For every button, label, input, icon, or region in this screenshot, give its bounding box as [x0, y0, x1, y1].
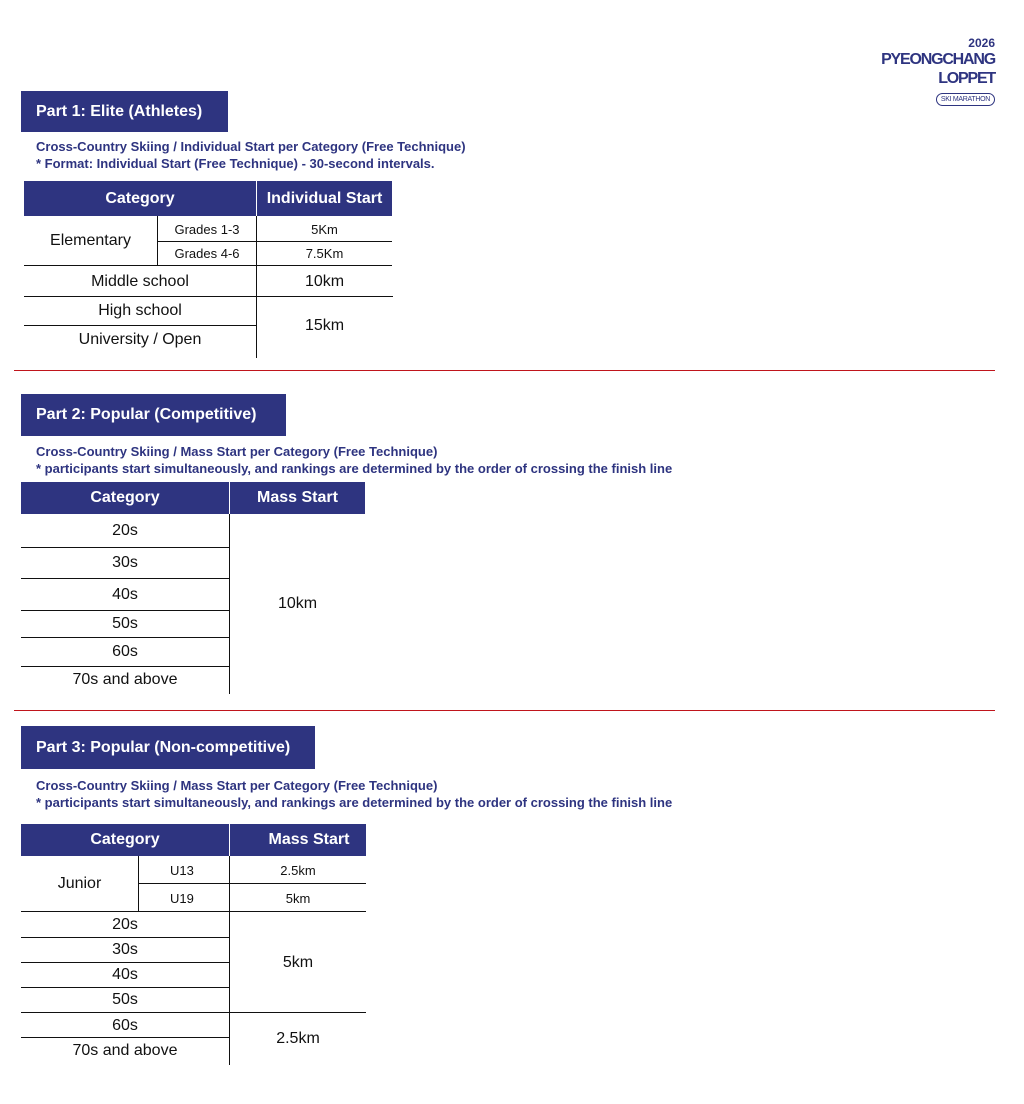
part3-desc-line1: Cross-Country Skiing / Mass Start per Category (Free Technique)	[36, 778, 438, 793]
part3-distance-60s-up: 2.5km	[276, 1029, 320, 1047]
part2-desc-line2: * participants start simultaneously, and rankings are determined by the order of crossing the finish line	[36, 461, 673, 476]
grid-line	[256, 216, 257, 358]
grid-line	[229, 514, 230, 694]
part1-category-high-school: High school	[98, 302, 182, 319]
grid-line	[158, 241, 392, 242]
grid-line	[139, 883, 366, 884]
part1-header-distance: Individual Start	[257, 181, 392, 216]
grid-line	[21, 578, 229, 579]
part3-distance-20s-50s: 5km	[282, 953, 314, 971]
grid-line	[21, 1037, 229, 1038]
part1-distance-grades-4-6: 7.5Km	[305, 246, 344, 261]
part2-category-70s-above: 70s and above	[72, 671, 178, 688]
part2-category-40s: 40s	[112, 585, 138, 603]
grid-line	[21, 610, 229, 611]
section-divider	[14, 710, 995, 711]
logo-line1: PYEONGCHANG	[881, 51, 995, 68]
grid-line	[21, 666, 229, 667]
part2-desc-line1: Cross-Country Skiing / Mass Start per Category (Free Technique)	[36, 444, 438, 459]
part1-sub-grades-1-3: Grades 1-3	[174, 221, 240, 237]
grid-line	[21, 637, 229, 638]
part3-desc-line2: * participants start simultaneously, and rankings are determined by the order of crossing the finish line	[36, 795, 673, 810]
part3-distance-u19: 5km	[285, 890, 311, 906]
part3-group-junior: Junior	[57, 875, 102, 892]
grid-line	[229, 856, 230, 1065]
grid-line	[21, 1012, 366, 1013]
part2-category-50s: 50s	[112, 615, 138, 632]
part3-category-60s: 60s	[112, 1017, 138, 1034]
grid-line	[21, 987, 229, 988]
part3-category-20s: 20s	[112, 916, 138, 933]
grid-line	[21, 962, 229, 963]
logo-year: 2026	[968, 36, 995, 50]
part2-category-20s: 20s	[112, 522, 138, 539]
part1-desc-line1: Cross-Country Skiing / Individual Start per Category (Free Technique)	[36, 139, 466, 154]
section-divider	[14, 370, 995, 371]
grid-line	[21, 937, 229, 938]
part1-header-category: Category	[24, 181, 256, 216]
part2-distance-all: 10km	[277, 595, 318, 612]
part1-sub-grades-4-6: Grades 4-6	[174, 246, 240, 261]
part1-desc-line2: * Format: Individual Start (Free Technique) - 30-second intervals.	[36, 156, 435, 171]
part3-header-category: Category	[21, 824, 229, 856]
part3-category-30s: 30s	[112, 941, 138, 958]
part3-header-distance: Mass Start	[230, 824, 366, 856]
part3-description	[36, 777, 672, 811]
part3-category-50s: 50s	[112, 991, 138, 1008]
part2-header-distance: Mass Start	[230, 482, 365, 514]
grid-line	[21, 911, 366, 912]
part1-category-middle-school: Middle school	[91, 272, 189, 290]
part3-category-40s: 40s	[112, 966, 138, 983]
part3-sub-u13: U13	[170, 863, 194, 878]
part2-header-category: Category	[21, 482, 229, 514]
grid-line	[24, 296, 393, 297]
part3-sub-u19: U19	[170, 890, 194, 906]
part2-category-60s: 60s	[112, 643, 138, 660]
grid-line	[21, 547, 229, 548]
part2-description	[36, 443, 672, 477]
part2-title: Part 2: Popular (Competitive)	[21, 394, 286, 436]
logo-line2: LOPPET	[938, 70, 995, 87]
part3-distance-u13: 2.5km	[280, 863, 316, 878]
part1-title: Part 1: Elite (Athletes)	[21, 91, 228, 132]
grid-line	[24, 265, 392, 266]
event-logo	[881, 36, 995, 106]
part1-distance-grades-1-3: 5Km	[311, 221, 338, 237]
grid-line	[24, 325, 256, 326]
logo-badge: SKI MARATHON	[936, 93, 995, 106]
part3-title: Part 3: Popular (Non-competitive)	[21, 726, 315, 769]
part2-category-30s: 30s	[112, 554, 138, 571]
part1-category-university-open: University / Open	[78, 331, 202, 348]
grid-line	[138, 856, 139, 912]
part1-group-elementary: Elementary	[50, 232, 131, 249]
part1-description	[36, 138, 466, 172]
part1-distance-high-univ: 15km	[304, 316, 345, 334]
part1-distance-middle-school: 10km	[304, 272, 345, 290]
part3-category-70s-above: 70s and above	[72, 1042, 178, 1059]
